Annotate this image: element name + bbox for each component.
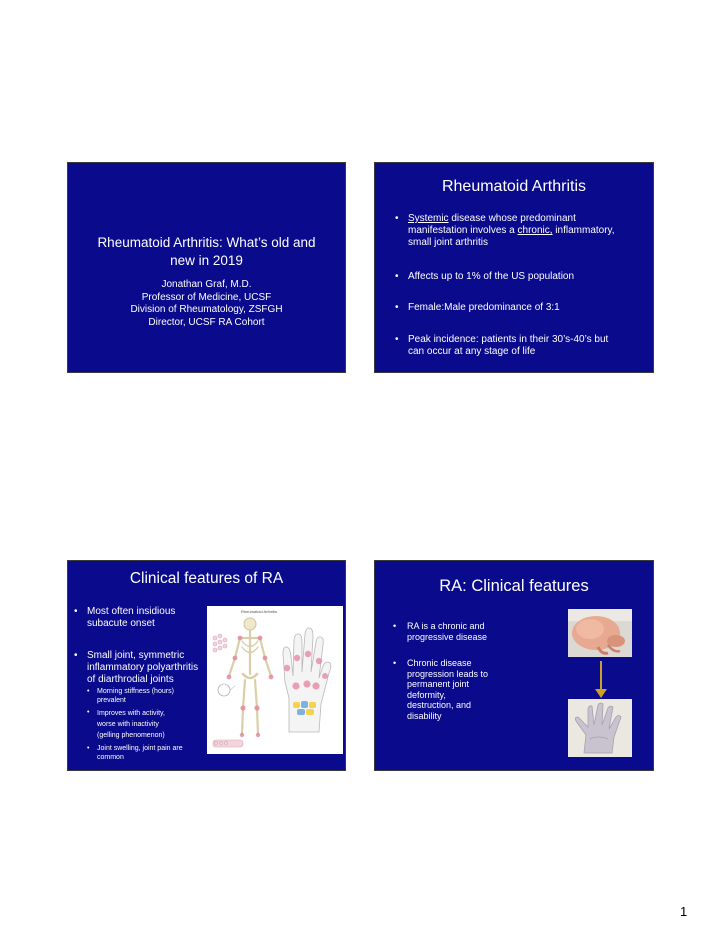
slide-rheumatoid-arthritis <box>374 162 654 373</box>
page-number: 1 <box>680 904 688 919</box>
talk-title-line1: Rheumatoid Arthritis: What’s old and <box>97 235 316 250</box>
bullet-icon: • <box>74 650 78 661</box>
slide-title <box>67 162 346 373</box>
bullet-text: deformity, <box>407 689 446 700</box>
bullet-text: manifestation involves a <box>408 225 518 236</box>
bullet-text: destruction, and <box>407 700 472 710</box>
bullet-text: of diarthrodial joints <box>87 674 174 685</box>
author-role-3: Director, UCSF RA Cohort <box>148 316 265 328</box>
bullet-text: can occur at any stage of life <box>408 346 536 357</box>
sub-bullet-text: worse with inactivity <box>97 721 159 728</box>
progression-arrow-icon <box>594 661 608 699</box>
bullet-text: Female:Male predominance of 3:1 <box>408 302 560 313</box>
sub-bullet-text: Joint swelling, joint pain are <box>97 745 183 752</box>
deformed-hand-photo <box>568 699 632 757</box>
slide-clinical-features <box>67 560 346 771</box>
bullet-text: Peak incidence: patients in their 30’s-40’s but <box>408 334 609 345</box>
systemic-word: Systemic <box>408 213 449 224</box>
bullet-icon: • <box>87 688 90 695</box>
bullet-text: RA is a chronic and <box>407 621 485 631</box>
slide2-title: Rheumatoid Arthritis <box>441 178 587 195</box>
bullet-icon: • <box>393 621 397 631</box>
bullet-icon: • <box>395 334 399 345</box>
author-role-2: Division of Rheumatology, ZSFGH <box>130 304 283 315</box>
bullet-icon: • <box>395 213 399 224</box>
sub-bullet-text: Morning stiffness (hours) <box>97 688 174 695</box>
bullet-icon: • <box>393 658 397 668</box>
bullet-text: inflammatory, <box>552 225 615 236</box>
bullet-text: permanent joint <box>407 679 470 689</box>
bullet-text: small joint arthritis <box>408 237 489 248</box>
talk-title-line2: new in 2019 <box>170 253 243 268</box>
bullet-icon: • <box>395 302 399 313</box>
sub-bullet-text: prevalent <box>97 697 126 704</box>
bullet-icon: • <box>74 606 78 617</box>
author-role-1: Professor of Medicine, UCSF <box>141 291 272 303</box>
bullet-text: Affects up to 1% of the US population <box>408 271 575 282</box>
figure-caption: Rheumatoid Arthritis <box>241 609 278 614</box>
bullet-text: disability <box>407 710 442 721</box>
slide3-title: Clinical features of RA <box>129 570 284 587</box>
bullet-text: progressive disease <box>407 632 488 642</box>
bullet-text: Most often insidious <box>87 606 176 617</box>
author-name: Jonathan Graf, M.D. <box>161 279 252 290</box>
bullet-text: Small joint, symmetric <box>87 650 185 661</box>
ra-skeleton-figure <box>207 606 343 754</box>
swollen-hand-photo <box>568 609 632 657</box>
chronic-word: chronic, <box>517 225 553 236</box>
bullet-text: inflammatory polyarthritis <box>87 662 199 673</box>
bullet-text: subacute onset <box>87 618 155 629</box>
bullet-icon: • <box>87 709 90 716</box>
sub-bullet-text: (gelling phenomenon) <box>97 732 165 739</box>
slide4-title: RA: Clinical features <box>439 577 589 595</box>
bullet-icon: • <box>87 745 90 752</box>
bullet-text: Chronic disease <box>407 658 472 668</box>
slide-ra-clinical-features <box>374 560 654 771</box>
bullet-text: progression leads to <box>407 668 489 679</box>
sub-bullet-text: common <box>97 754 124 761</box>
bullet-icon: • <box>395 271 399 282</box>
bullet-text: disease whose predominant <box>448 213 576 224</box>
sub-bullet-text: Improves with activity, <box>97 710 165 717</box>
